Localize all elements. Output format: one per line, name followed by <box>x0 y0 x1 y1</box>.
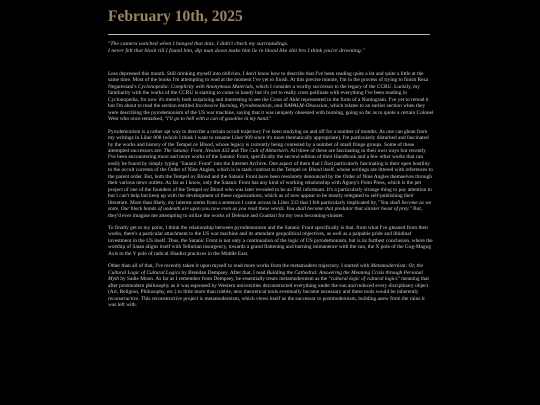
entry-body <box>108 71 434 314</box>
title-divider <box>108 34 430 35</box>
epigraph-line: "The camera watched when I banged that dotz, I didn't check my surroundings. <box>108 41 289 47</box>
page-title: February 10th, 2025 <box>108 8 243 25</box>
epigraph-line: I never felt that block till I found him, dip man down make him lie in blood like shit bro I think you're drowning." <box>108 48 365 55</box>
body-paragraph-2: Pyrodemonism is a rather apt way to describe a certain occult trajectory I've been studying on and off for a number of months. As one can glean from my writings in Liber 808 (which I think I want to rename Liber 909 since it's more thematically appropriate), I'm particularly disturbed and fascinated by the works and history of the Tempel ov Blood, whose legacy is currently being contested by a number of small fringe groups. Some of these attempted successors are: The Satanic Front, Nexion 433 and The Cult of Abbartach. All three of these are fascinating in their own ways but recently I've been encountering more and more works of the Satanic Front, specifically the second edition of their Handbook and a few other works that can easily be found by simply typing "Satanic Front" into the Internet Archive. One aspect of them that I find particularly fascinating is their open hostility to the occult currents of the Order of Nine Angles, which is in stark contrast to the Tempel ov Blood itself, whose writings are littered with references to the parent order. But, both the Tempel ov Blood and the Satanic Front have been resolutely denounced by the Order of Nine Angles themselves through their various news outlets. As far as I know, only the Satanic Front has any kind of working relationship with Agony's Point Press, which is the pet project of one of the founders of the Tempel ov Blood who was later revealed to be an FBI informant. It's a particularly strange thing to pay attention to but I can't help but keep up with the development of these organizations, which as of now appear to be mostly relegated to self-publishing their literature. More than likely, my interest stems from a sentence I came across in Liber 333 that I felt particularly implicated by, "You shall become as we state. Our black hands of undeath are upon you now even as you read these words. You shall become that predator that sinister beast of prey." But, they'd ever imagine me attempting to utilize the works of Deleuze and Guattari for my own becoming-sinister. <box>108 128 433 219</box>
body-paragraph-4: Other than all of that, I've recently taken it upon myself to read more works from the metamodern trajectory. I started with Metamodernism: Or, the Cultural Logic of Cultural Logics by Brendan Dempsey. After that, I read Building the Cathedral: Answering the Meaning Crisis through Personal Myth by Sadie Moon. As far as I remember from Dempsey, he essentially treats metamodernism as the "cultural logic of cultural logics" meaning that after postmodern philosophy as it was espoused by Western universities deconstructed everything under the sun and reduced every disciplinary object (Art, Religion, Philosophy, etc.) to little more than rubble, new theoretical tools eventually became necessary and these tools would be inherently reconstructive. This reconstructive project is metamodernism, which views itself as the successor to postmodernism, building anew from the ruins it was left with. <box>108 263 429 308</box>
body-paragraph-3: To finally get to my point, I think the relationship between pyrodemonism and the Satanic Front specifically is that, from what I've gleaned from their works, there's a particular attachment to the US war machine and its attendant geopolitical objectives, as well as a palpable pride and libidinal investment in the US itself. Thus, the Satanic Front is not only a continuation of the logic of US pyrodemonism, but is its furthest conclusion, where the worship of Satan aligns itself with Tellurian insurgency, towards a grand flattening and burning immanence with the sun, the X pole of the Gog-Magog Axis to the Y pole of radical Jihadist practices in the Middle East. <box>108 224 433 257</box>
epigraph-quote <box>108 41 436 55</box>
body-paragraph-1: Less depressed this month. Still drinking myself into oblivion. I don't know how to describe that I've been reading quite a lot and quite a little at the same time. Most of the books I'm attempting to read at the moment I've yet to finish. At this precise minute, I'm in the process of trying to finish Reza Negarestani's Cyclonopedia: Complicity with Anonymous Materials, which I consider a worthy successor to the legacy of the CCRU. Luckily, my familiarity with the works of the CCRU is starting to come in handy but it's yet to really cross pollinate with everything I've been reading in Cyclonopedia, for now it's merely both surprising and interesting to see the Cross of Akht represented in the form of a Numogram. I've yet to reread it but I'm about to read the section entitled Incohesive Burning, Pyrodemonism, and NAPALM-Obsession, which relates to an earlier section when they were describing the pyrodemonism of the US war machine, saying that it was uniquely obsessed with burning, going so far as to quote a certain Colonel West who once remarked, "I'll go to hell with a can of gasoline in my hand." <box>108 71 434 123</box>
